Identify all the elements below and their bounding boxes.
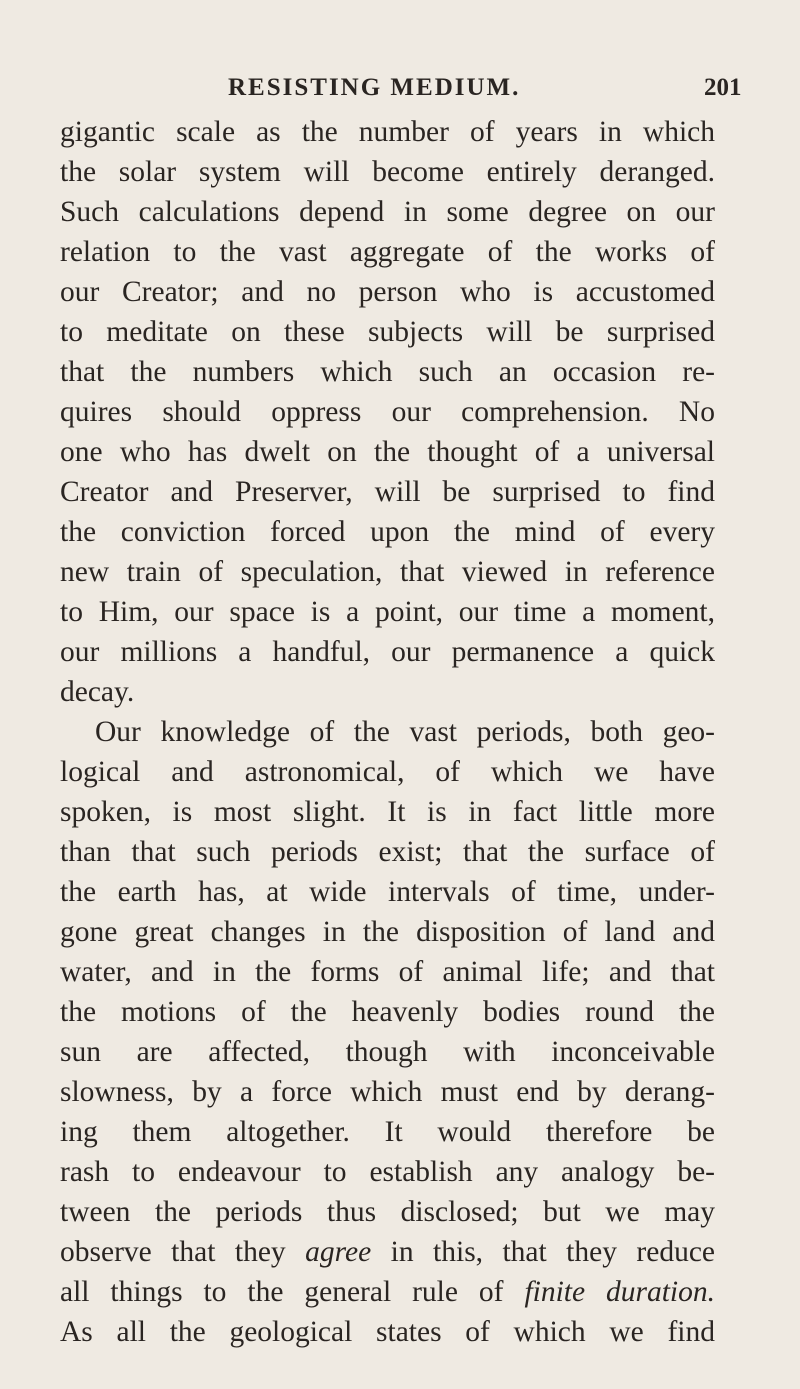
text-line xyxy=(60,1232,715,1272)
text-line: than that such periods exist; that the surface of xyxy=(60,836,715,868)
text-line: our millions a handful, our permanence a quick xyxy=(60,636,715,668)
text-run: observe that they xyxy=(60,1236,286,1268)
italic-run: finite duration. xyxy=(524,1276,716,1308)
text-line: decay. xyxy=(60,676,135,708)
text-line: rash to endeavour to establish any analogy be- xyxy=(60,1156,715,1188)
text-line: ing them altogether. It would therefore be xyxy=(60,1116,715,1148)
text-line: sun are affected, though with inconceivable xyxy=(60,1036,715,1068)
text-line: to meditate on these subjects will be surprised xyxy=(60,316,715,348)
text-line: water, and in the forms of animal life; and that xyxy=(60,956,715,988)
text-run: all things to the general rule of xyxy=(60,1276,504,1308)
text-line: quires should oppress our comprehension. No xyxy=(60,396,715,428)
text-line: the earth has, at wide intervals of time, under- xyxy=(60,876,715,908)
text-line: Such calculations depend in some degree on our xyxy=(60,196,715,228)
text-line: Creator and Preserver, will be surprised to find xyxy=(60,476,715,508)
text-line: Our knowledge of the vast periods, both geo- xyxy=(95,716,715,748)
text-line: one who has dwelt on the thought of a universal xyxy=(60,436,715,468)
text-line: As all the geological states of which we find xyxy=(60,1316,715,1348)
text-line: gone great changes in the disposition of land and xyxy=(60,916,715,948)
running-head-title: RESISTING MEDIUM. xyxy=(228,74,521,101)
text-line: slowness, by a force which must end by derang- xyxy=(60,1076,715,1108)
page-number: 201 xyxy=(704,74,742,101)
text-line: spoken, is most slight. It is in fact little more xyxy=(60,796,715,828)
text-line: logical and astronomical, of which we have xyxy=(60,756,715,788)
text-line: tween the periods thus disclosed; but we may xyxy=(60,1196,715,1228)
text-line: the conviction forced upon the mind of every xyxy=(60,516,715,548)
running-head xyxy=(0,74,800,114)
text-line xyxy=(60,1272,715,1312)
text-line: our Creator; and no person who is accustomed xyxy=(60,276,715,308)
italic-run: agree xyxy=(305,1236,372,1268)
text-line: the solar system will become entirely deranged. xyxy=(60,156,715,188)
text-line: relation to the vast aggregate of the works of xyxy=(60,236,715,268)
text-line: that the numbers which such an occasion re- xyxy=(60,356,715,388)
text-line: the motions of the heavenly bodies round the xyxy=(60,996,715,1028)
text-line: to Him, our space is a point, our time a moment, xyxy=(60,596,715,628)
text-line: gigantic scale as the number of years in which xyxy=(60,116,715,148)
text-run: in this, that they reduce xyxy=(390,1236,716,1268)
text-line: new train of speculation, that viewed in reference xyxy=(60,556,715,588)
